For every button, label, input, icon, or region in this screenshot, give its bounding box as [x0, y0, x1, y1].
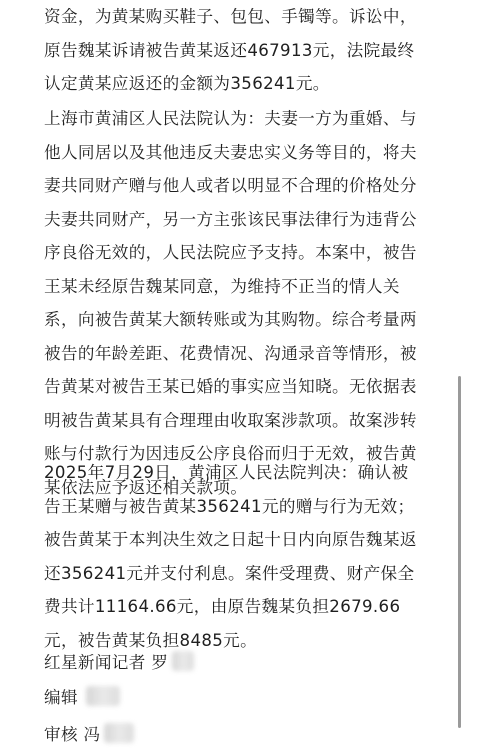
text-line: 还356241元并支付利息。案件受理费、财产保全	[44, 563, 415, 583]
text-line: 某依法应予返还相关款项。	[44, 477, 248, 497]
text-line: 被告的年龄差距、花费情况、沟通录音等情形，被	[44, 343, 417, 363]
text-line: 元，被告黄某负担8485元。	[44, 630, 258, 650]
paragraph-3	[44, 456, 454, 523]
article-credits	[44, 644, 454, 750]
redacted-name-blur	[104, 723, 134, 743]
paragraph-4	[44, 523, 454, 657]
text-line: 告黄某对被告王某已婚的事实应当知晓。无依据表	[44, 377, 417, 396]
text-line: 王某未经原告魏某同意，为维持不正当的情人关	[44, 276, 400, 296]
reporter-credit	[44, 644, 454, 678]
paragraph-2	[44, 102, 454, 504]
editor-label: 编辑	[44, 688, 78, 708]
paragraph-1	[44, 0, 454, 101]
text-line: 费共计11164.66元，由原告魏某负担2679.66	[44, 597, 401, 616]
text-line: 账与付款行为因违反公序良俗而归于无效，被告黄	[44, 444, 417, 463]
text-line: 系，向被告黄某大额转账或为其购物。综合考量两	[44, 310, 417, 329]
text-line: 夫妻共同财产，另一方主张该民事法律行为违背公	[44, 209, 417, 229]
reviewer-label: 审核 冯	[44, 724, 101, 744]
text-line: 原告魏某诉请被告黄某返还467913元，法院最终	[44, 40, 415, 60]
text-line: 上海市黄浦区人民法院认为：夫妻一方为重婚、与	[44, 109, 417, 128]
text-line: 妻共同财产赠与他人或者以明显不合理的价格处分	[44, 176, 417, 195]
text-line: 明被告黄某具有合理理由收取案涉款项。故案涉转	[44, 410, 417, 430]
text-line: 认定黄某应返还的金额为356241元。	[44, 74, 330, 93]
redacted-name-blur	[172, 651, 194, 671]
text-line: 告王某赠与被告黄某356241元的赠与行为无效；	[44, 496, 415, 516]
text-line: 被告黄某于本判决生效之日起十日内向原告魏某返	[44, 530, 417, 549]
vertical-scrollbar[interactable]	[458, 376, 461, 728]
text-line: 2025年7月29日，黄浦区人民法院判决：确认被	[44, 463, 409, 482]
redacted-name-blur	[86, 686, 120, 706]
reporter-label: 红星新闻记者 罗	[44, 652, 169, 672]
text-line: 他人同居以及其他违反夫妻忠实义务等目的，将夫	[44, 142, 417, 162]
text-line: 资金，为黄某购买鞋子、包包、手镯等。诉讼中，	[44, 7, 417, 26]
editor-credit	[44, 680, 454, 714]
reviewer-credit	[44, 716, 454, 750]
text-line: 序良俗无效的，人民法院应予支持。本案中，被告	[44, 243, 417, 262]
